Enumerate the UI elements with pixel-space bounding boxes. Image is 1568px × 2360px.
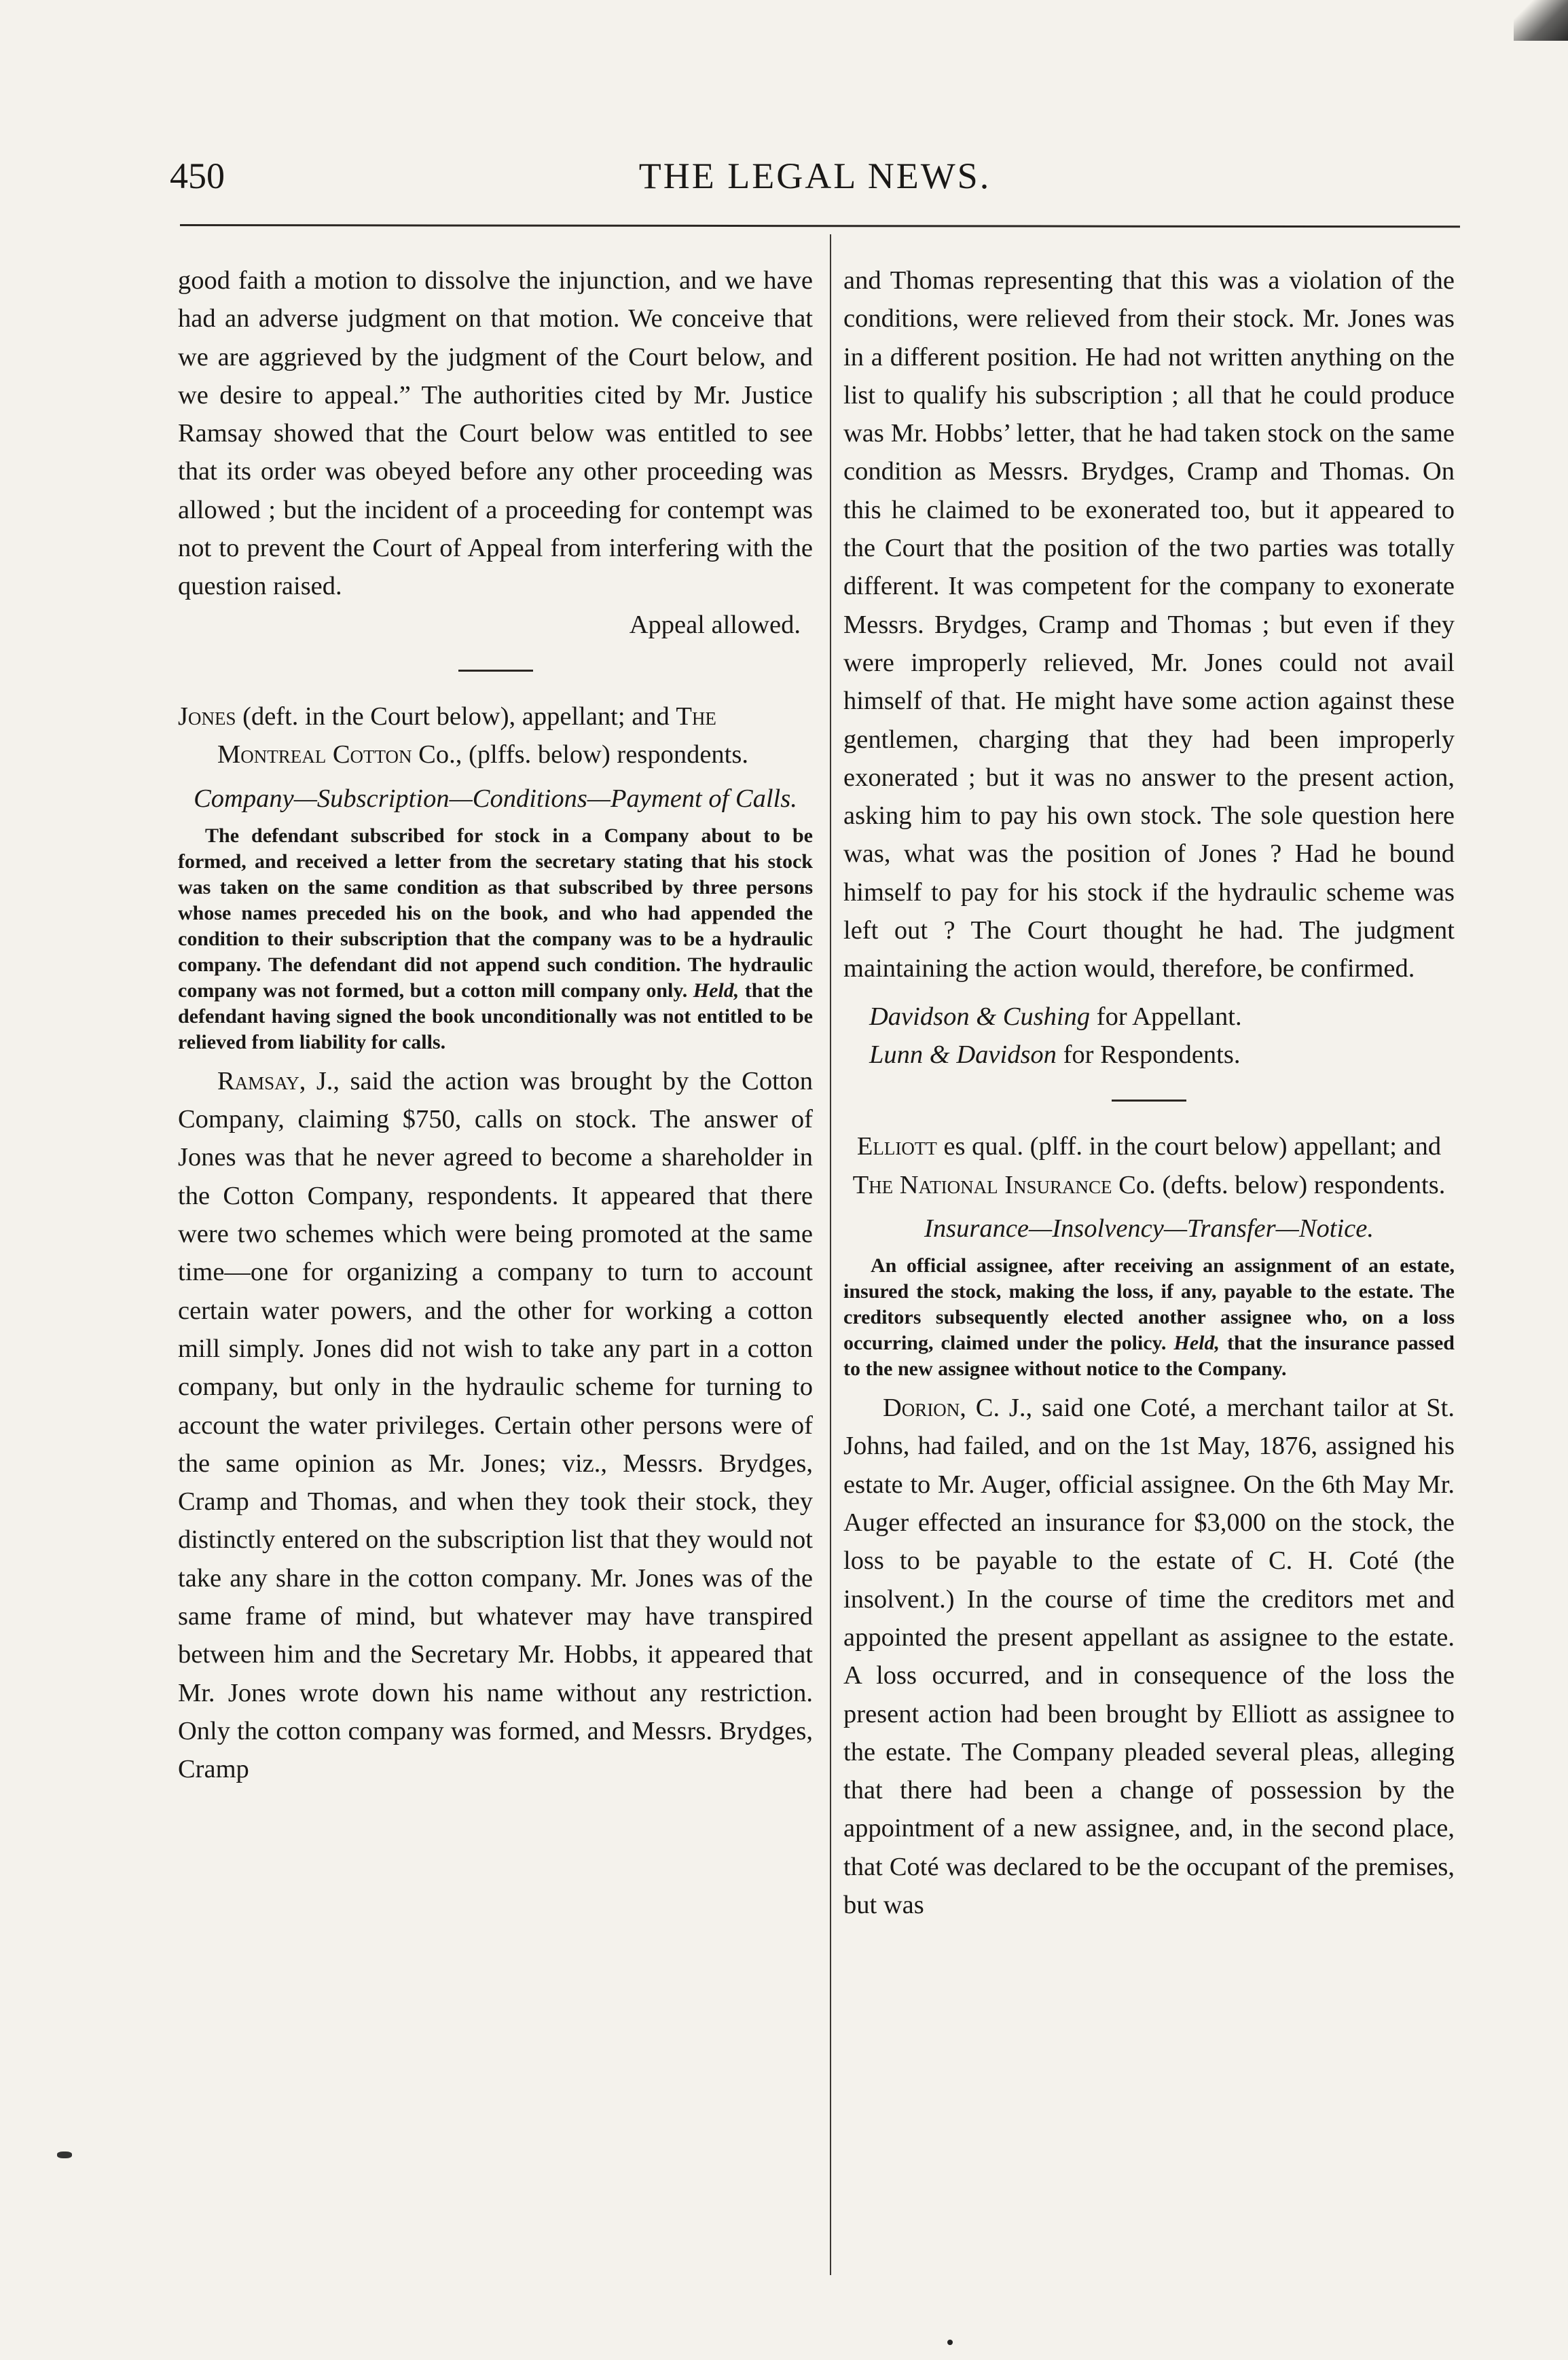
case-topic: Company—Subscription—Conditions—Payment of Calls. (194, 784, 797, 813)
spacer (843, 988, 1455, 998)
counsel-line (843, 998, 1455, 1036)
party-name: The National Insurance (852, 1170, 1112, 1199)
corner-smudge (1514, 0, 1568, 41)
counsel-name: Davidson & Cushing (869, 1002, 1091, 1031)
page-header (170, 155, 1460, 209)
header-rule (180, 224, 1460, 228)
opinion (178, 1062, 813, 1789)
case-title-text: Co., (plffs. below) respondents. (412, 740, 748, 769)
counsel-name: Lunn & Davidson (869, 1040, 1057, 1069)
opinion (843, 1389, 1455, 1924)
party-name: The Montreal Cotton (217, 702, 716, 769)
headnote-text: that the insurance passed to the new assignee without notice to the Company. (843, 1332, 1455, 1381)
party-name: Elliott (856, 1132, 937, 1161)
right-column (843, 261, 1455, 1924)
counsel-role: for Respondents. (1056, 1040, 1241, 1069)
margin-mark (57, 2152, 72, 2158)
opinion-text: said the action was brought by the Cotton Company, claiming $750, calls on stock. The answer of Jones was that he never agreed to become a shareholder in the Cotton Company, respondents. It appeared that there were two schemes which were being promoted at the same time—one for organizing a company to turn to account certain water powers, and the other for working a cotton mill simply. Jones did not wish to take any part in a cotton company, but only in the hydraulic scheme for turning to account the water privileges. Certain other persons were of the same opinion as Mr. Jones; viz., Messrs. Brydges, Cramp and Thomas, and when they took their stock, they distinctly entered on the subscription list that they would not take any share in the cotton company. Mr. Jones was of the same frame of mind, but whatever may have transpired between him and the Secretary Mr. Hobbs, it appeared that Mr. Jones wrote down his name without any restriction. Only the cotton company was formed, and Messrs. Brydges, Cramp (178, 1066, 814, 1784)
judge-name: Ramsay, J., (217, 1066, 340, 1095)
case-title (178, 697, 813, 774)
headnote-text: The defendant subscribed for stock in a Company about to be formed, and received a letter from the secretary stating that his stock was taken on the same condition as that subscribed by three persons whose names preceded his on the book, and who had appended the condition to their subscription that the company was to be a hydraulic company. The defendant did not append such condition. The hydraulic company was not formed, but a cotton mill company only. (178, 824, 813, 1002)
paragraph: good faith a motion to dissolve the injunction, and we have had an adverse judgment on that motion. We conceive that we are aggrieved by the judgment of the Court below, and we desire to appeal.” The authorities cited by Mr. Justice Ramsay showed that the Court below was entitled to see that its order was obeyed before any other proceeding was allowed ; but the incident of a proceeding for contempt was not to prevent the Court of Appeal from interfering with the question raised. (178, 266, 813, 601)
headnote-text: that the defendant having signed the book unconditionally was not entitled to be relieved from liability for calls. (178, 979, 814, 1053)
footer-dot (947, 2340, 953, 2345)
headnote (178, 823, 813, 1055)
party-name: Jones (178, 702, 236, 731)
running-title: THE LEGAL NEWS. (638, 156, 991, 196)
case-title (843, 1127, 1455, 1204)
case-title-text: Co. (defts. below) respondents. (1112, 1170, 1446, 1199)
section-rule (458, 670, 533, 672)
left-column (178, 261, 813, 1789)
case-title-text: (deft. in the Court below), appellant; and (236, 702, 676, 731)
headnote-text: An official assignee, after receiving an assignment of an estate, insured the stock, making the loss, if any, payable to the estate. The creditors subsequently elected another assignee who, on a loss occurring, claimed under the policy. (843, 1254, 1455, 1355)
opinion-text: said one Coté, a merchant tailor at St. Johns, had failed, and on the 1st May, 1876, assigned his estate to Mr. Auger, official assignee. On the 6th May Mr. Auger effected an insurance for $3,000 on the stock, the loss to be payable to the estate of C. H. Coté (the insolvent.) In the course of time the creditors met and appointed the present appellant as assignee to the estate. A loss occurred, and in consequence of the loss the present action had been brought by Elliott as assignee to the estate. The Company pleaded several pleas, alleging that there had been a change of possession by the appointment of a new assignee, and, in the second place, that Coté was declared to be the occupant of the premises, but was (843, 1394, 1455, 1919)
column-divider (830, 234, 831, 2275)
counsel-role: for Appellant. (1090, 1002, 1242, 1031)
headnote (843, 1253, 1455, 1382)
paragraph: and Thomas representing that this was a violation of the conditions, were relieved from their stock. Mr. Jones was in a different position. He had not written anything on the list to qualify his subscription ; all that he could produce was Mr. Hobbs’ letter, that he had taken stock on the same condition as Messrs. Brydges, Cramp and Thomas. On this he claimed to be exonerated too, but it appeared to the Court that the position of the two parties was totally different. It was competent for the company to exonerate Messrs. Brydges, Cramp and Thomas ; but even if they were improperly relieved, Mr. Jones could not avail himself of that. He might have some action against these gentlemen, charging that they had been improperly exonerated ; but it was no answer to the present action, asking him to pay his own stock. The sole question here was, what was the position of Jones ? Had he bound himself to pay for his stock if the hydraulic scheme was left out ? The Court thought he had. The judgment maintaining the action would, therefore, be confirmed. (843, 266, 1455, 983)
held-label: Held, (693, 979, 740, 1002)
case-topic: Insurance—Insolvency—Transfer—Notice. (924, 1214, 1374, 1243)
case-title-text: es qual. (plff. in the court below) appellant; and (936, 1132, 1442, 1161)
held-label: Held, (1173, 1332, 1220, 1355)
appeal-allowed: Appeal allowed. (629, 610, 801, 639)
section-rule (1112, 1100, 1186, 1102)
page-number: 450 (170, 156, 225, 196)
judge-name: Dorion, C. J., (883, 1394, 1033, 1423)
counsel-line (843, 1036, 1455, 1074)
